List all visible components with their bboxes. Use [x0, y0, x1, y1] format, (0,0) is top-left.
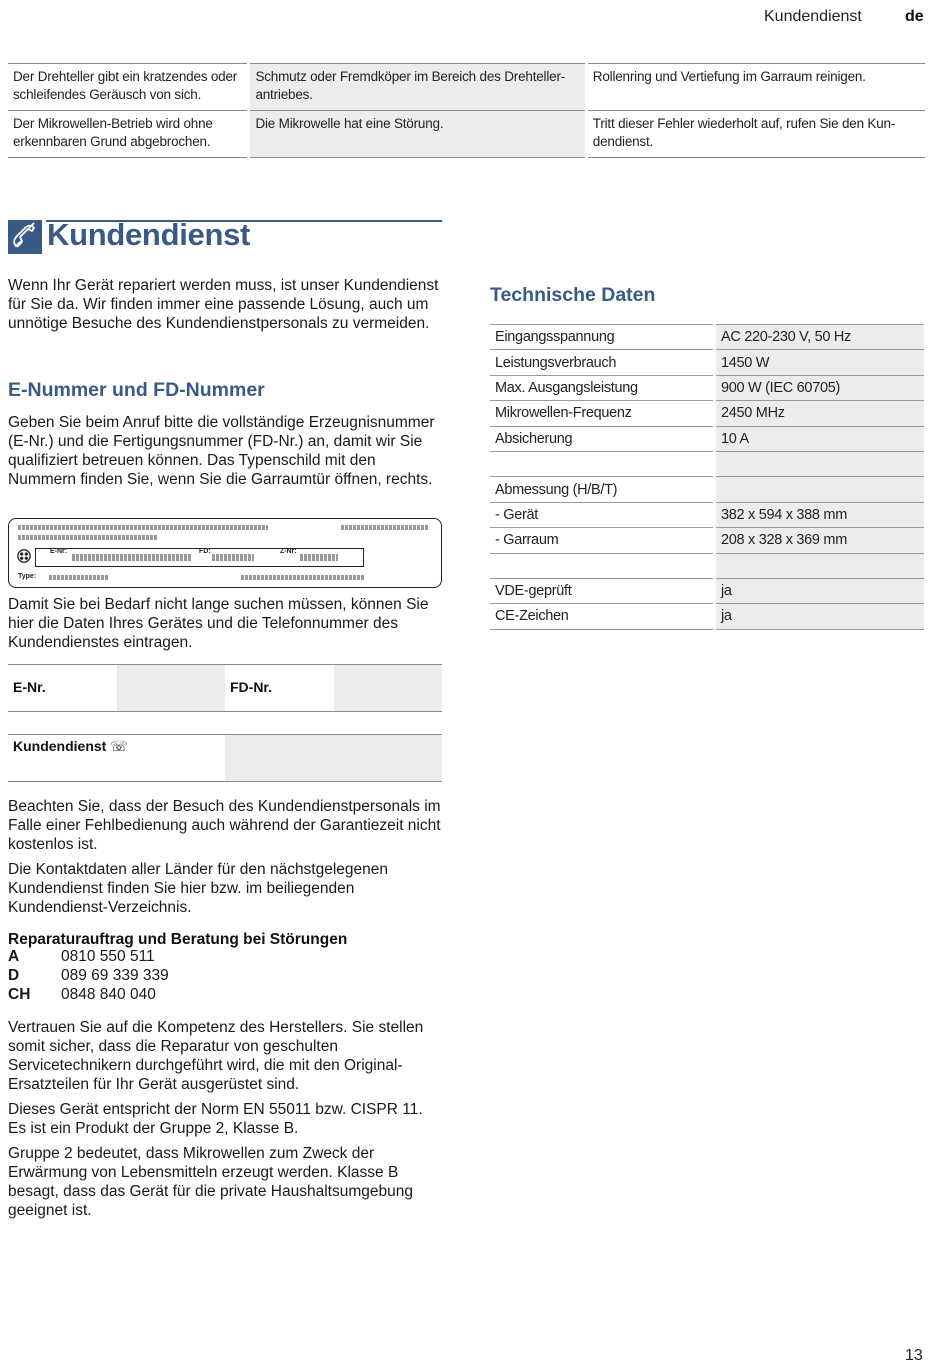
table-row: Abmessung (H/B/T)	[490, 477, 924, 502]
record-paragraph: Damit Sie bei Bedarf nicht lange suchen müssen, können Sie hier die Daten Ihres Gerätes und die Telefonnummer des Kundendienstes eintragen.	[8, 596, 429, 651]
record-rule	[8, 781, 442, 782]
page-number: 13	[905, 1347, 923, 1364]
table-row: CE-Zeichen ja	[490, 604, 924, 629]
enr-label: E-Nr.	[13, 679, 46, 695]
record-rule	[8, 711, 442, 712]
plate-znr-label: Z-Nr:	[280, 548, 297, 555]
tech-data-table	[490, 324, 924, 630]
table-row: Absicherung 10 A	[490, 426, 924, 451]
plate-enr-label: E-Nr:	[50, 548, 68, 555]
table-row: VDE-geprüft ja	[490, 578, 924, 603]
table-row: Max. Ausgangsleistung 900 W (IEC 60705)	[490, 375, 924, 400]
plate-logo-icon	[17, 549, 31, 563]
fdnr-entry-field	[334, 665, 442, 711]
list-item: CH 0848 840 040	[8, 986, 156, 1003]
problem-cell: Der Mikrowellen-Betrieb wird ohne erkennbaren Grund abgebrochen.	[8, 111, 249, 158]
table-row: Leistungsverbrauch 1450 W	[490, 350, 924, 375]
enummer-paragraph: Geben Sie beim Anruf bitte die vollständige Erzeugnisnummer (E-Nr.) und die Fertigungsnummer (FD-Nr.) an, damit wir Sie qualifiziert betreuen können. Das Typenschild mit den Nummern finden Sie, wenn Sie die Garraumtür öffnen, rechts.	[8, 414, 435, 488]
intro-paragraph: Wenn Ihr Gerät repariert werden muss, ist unser Kundendienst für Sie da. Wir finden immer eine passende Lösung, auch um unnötige Besuche des Kundendienstpersonals zu vermeiden.	[8, 277, 439, 332]
contact-paragraph: Die Kontaktdaten aller Länder für den nächstgelegenen Kundendienst finden Sie hier bzw. im beiliegenden Kundendienst-Verzeichnis.	[8, 861, 389, 916]
phone-icon	[8, 220, 42, 254]
trust-paragraph: Vertrauen Sie auf die Kompetenz des Herstellers. Sie stellen somit sicher, dass die Reparatur von geschulten Servicetechnikern durchgeführt wird, die mit den Original-Ersatzteilen für Ihr Gerät ausgerüstet sind.	[8, 1019, 424, 1093]
table-row: - Gerät 382 x 594 x 388 mm	[490, 502, 924, 527]
table-row: - Garraum 208 x 328 x 369 mm	[490, 528, 924, 553]
kundendienst-entry-field	[225, 735, 442, 781]
telephone-icon: ☏	[110, 738, 128, 754]
plate-type-label: Type:	[18, 573, 37, 580]
group-paragraph: Gruppe 2 bedeutet, dass Mikrowellen zum Zweck der Erwärmung von Lebensmitteln erzeugt werden. Klasse B besagt, dass das Gerät für die private Haushaltsumgebung geeignet ist.	[8, 1145, 413, 1219]
problem-cell: Der Drehteller gibt ein kratzendes oder schleifendes Geräusch von sich.	[8, 64, 249, 111]
section-title: Kundendienst	[47, 217, 251, 252]
repair-heading: Reparaturauftrag und Beratung bei Störungen	[8, 931, 348, 948]
enr-entry-field	[117, 665, 225, 711]
table-row	[8, 64, 925, 111]
list-item: D 089 69 339 339	[8, 967, 169, 984]
tech-heading: Technische Daten	[490, 284, 656, 306]
running-header-language: de	[905, 8, 924, 25]
remedy-cell: Tritt dieser Fehler wiederholt auf, rufen Sie den Kun-dendienst.	[586, 111, 925, 158]
list-item: A 0810 550 511	[8, 948, 155, 965]
troubleshooting-table	[8, 63, 925, 158]
repair-phone-list	[8, 947, 169, 1004]
type-plate-illustration	[8, 518, 442, 588]
fdnr-label: FD-Nr.	[230, 679, 272, 695]
norm-paragraph: Dieses Gerät entspricht der Norm EN 55011 bzw. CISPR 11. Es ist ein Produkt der Gruppe 2, Klasse B.	[8, 1101, 423, 1137]
table-row	[490, 451, 924, 476]
remedy-cell: Rollenring und Vertiefung im Garraum reinigen.	[586, 64, 925, 111]
table-row: Eingangsspannung AC 220-230 V, 50 Hz	[490, 325, 924, 350]
table-row	[8, 111, 925, 158]
notice-paragraph: Beachten Sie, dass der Besuch des Kundendienstpersonals im Falle einer Fehlbedienung auch während der Garantiezeit nicht kostenlos ist.	[8, 798, 441, 853]
cause-cell: Die Mikrowelle hat eine Störung.	[249, 111, 586, 158]
running-header-section: Kundendienst	[764, 8, 862, 25]
cause-cell: Schmutz oder Fremdköper im Bereich des Drehteller-antriebes.	[249, 64, 586, 111]
plate-fd-label: FD:	[199, 548, 211, 555]
enummer-heading: E-Nummer und FD-Nummer	[8, 379, 265, 401]
table-row: Mikrowellen-Frequenz 2450 MHz	[490, 401, 924, 426]
table-row	[490, 553, 924, 578]
kundendienst-label: Kundendienst ☏	[13, 738, 128, 754]
